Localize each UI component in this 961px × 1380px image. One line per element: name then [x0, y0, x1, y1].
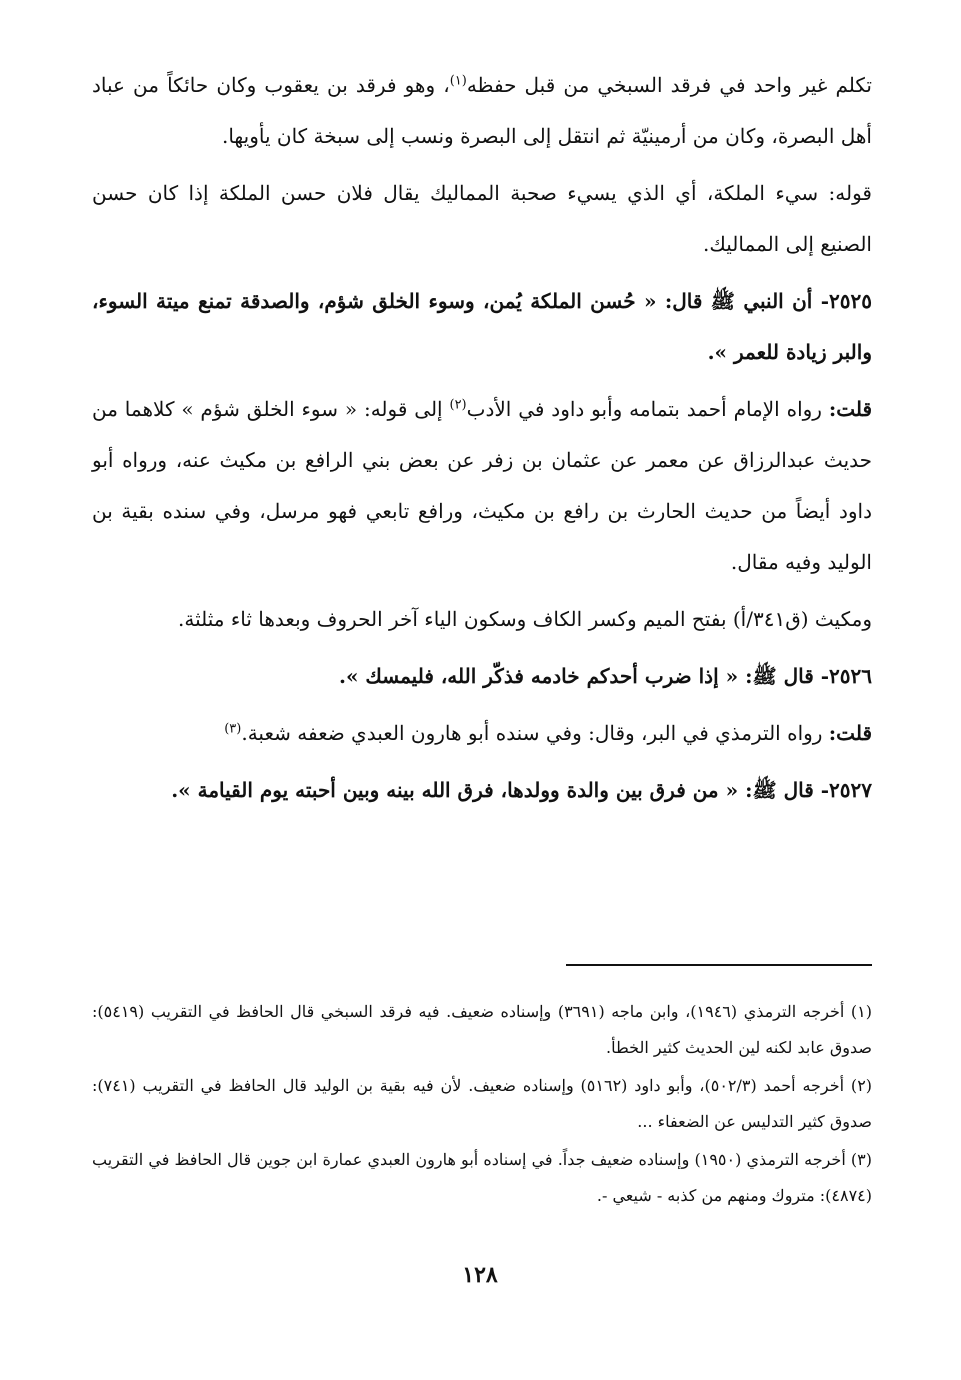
- footnote-separator: [566, 964, 872, 966]
- paragraph-qult-2-text: رواه الترمذي في البر، وقال: وفي سنده أبو هارون العبدي ضعفه شعبة.: [241, 721, 823, 745]
- paragraph-mukayth: ومكيث (ق٣٤١/أ) بفتح الميم وكسر الكاف وسكون الياء آخر الحروف وبعدها ثاء مثلثة.: [178, 607, 872, 631]
- hadith-2527: ٢٥٢٧- قال ﷺ: « من فرق بين والدة وولدها، فرق الله بينه وبين أحبته يوم القيامة ».: [171, 778, 872, 802]
- paragraph-qult-2: [92, 708, 872, 759]
- footnote-ref-2[interactable]: (٢): [449, 397, 467, 413]
- footnotes: [92, 994, 872, 1216]
- footnote-2: (٢) أخرجه أحمد (٥٠٢/٣)، وأبو داود (٥١٦٢) وإسناده ضعيف. لأن فيه بقية بن الوليد قال الحافظ في التقريب (٧٤١): صدوق كثير التدليس عن الضعفاء ...: [92, 1076, 873, 1131]
- paragraph-qult-1-start: رواه الإمام أحمد بتمامه وأبو داود في الأدب: [466, 397, 822, 421]
- footnote-1: (١) أخرجه الترمذي (١٩٤٦)، وابن ماجه (٣٦٩١) وإسناده ضعيف. فيه فرقد السبخي قال الحافظ في التقريب (٥٤١٩): صدوق عابد لكنه لين الحديث كثير الخطأ.: [92, 1002, 873, 1057]
- paragraph-farqad: [92, 60, 872, 162]
- footnote-ref-1[interactable]: (١): [449, 73, 467, 89]
- footnote-ref-3[interactable]: (٣): [224, 721, 242, 737]
- paragraph-farqad-start: تكلم غير واحد في فرقد السبخي من قبل حفظه: [466, 73, 872, 97]
- main-text: [92, 60, 872, 822]
- paragraph-qult-1: [92, 384, 872, 588]
- paragraph-qult-1-rest: إلى قوله: « سوء الخلق شؤم » كلاهما من حديث عبدالرزاق عن معمر عن عثمان بن زفر عن بعض بني الرافع بن مكيث عنه، ورواه أبو داود أيضاً من حديث الحارث بن رافع بن مكيث، ورافع تابعي فهو مرسل، وفي سنده بقية بن الوليد وفيه مقال.: [92, 397, 872, 574]
- qult-label: قلت:: [828, 397, 873, 421]
- paragraph-farqad-rest: ، وهو فرقد بن يعقوب وكان حائكاً من عباد أهل البصرة، وكان من أرمينيّة ثم انتقل إلى البصرة ونسب إلى سبخة كان يأويها.: [92, 73, 872, 148]
- page-number: ١٢٨: [462, 1262, 498, 1288]
- footnote-3: (٣) أخرجه الترمذي (١٩٥٠) وإسناده ضعيف جداً. في إسناده أبو هارون العبدي عمارة ابن جوين قال الحافظ في التقريب (٤٨٧٤): متروك ومنهم من كذبه - شيعي -.: [92, 1150, 872, 1205]
- hadith-2526: ٢٥٢٦- قال ﷺ: « إذا ضرب أحدكم خادمه فذكّر الله، فليمسك ».: [338, 664, 872, 688]
- paragraph-malaka: قوله: سيء الملكة، أي الذي يسيء صحبة المماليك يقال فلان حسن الملكة إذا كان حسن الصنيع إلى المماليك.: [92, 181, 872, 256]
- hadith-2525: ٢٥٢٥- أن النبي ﷺ قال: « حُسن الملكة يُمن، وسوء الخلق شؤم، والصدقة تمنع ميتة السوء، والبر زيادة للعمر ».: [92, 289, 872, 364]
- qult-label: قلت:: [828, 721, 872, 745]
